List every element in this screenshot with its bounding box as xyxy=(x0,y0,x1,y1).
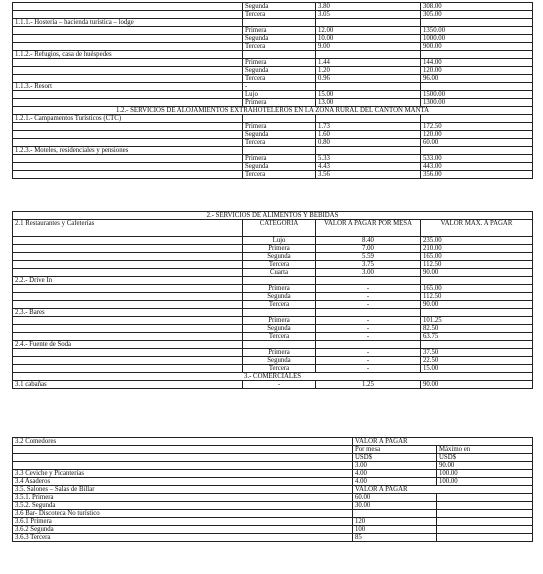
row-label xyxy=(13,349,243,357)
table-row xyxy=(13,381,533,389)
row-label: 3.6 Bar- Discoteca No turístico xyxy=(13,510,353,518)
row-label xyxy=(13,35,243,43)
category-cell: Primera xyxy=(243,285,316,293)
value-max xyxy=(437,502,533,510)
max-value-cell: 172.50 xyxy=(421,123,533,131)
max-value-cell: 90.00 xyxy=(421,301,533,309)
category-cell: Tercera xyxy=(243,75,316,83)
table-row xyxy=(13,131,533,139)
value-max: 100.00 xyxy=(437,470,533,478)
row-label xyxy=(13,75,243,83)
empty-cell xyxy=(421,51,533,59)
header-value: VALOR A PAGAR xyxy=(353,486,533,494)
empty-cell xyxy=(421,277,533,285)
category-cell: Primera xyxy=(243,59,316,67)
value-max xyxy=(437,494,533,502)
max-value-cell: 235.00 xyxy=(421,237,533,245)
value-cell: - xyxy=(316,325,421,333)
value-max xyxy=(437,510,533,518)
row-label xyxy=(13,139,243,147)
table-row xyxy=(13,502,533,510)
row-label xyxy=(13,301,243,309)
table-row xyxy=(13,253,533,261)
unit-per-table: USD$ xyxy=(353,454,437,462)
value-per-table: 30.00 xyxy=(353,502,437,510)
row-label xyxy=(13,91,243,99)
max-value-cell: 308.00 xyxy=(421,3,533,11)
value-cell: 5.59 xyxy=(316,253,421,261)
row-label: 3.5. Salones – Salas de Billar xyxy=(13,486,353,494)
category-cell xyxy=(243,147,316,155)
category-cell: Segunda xyxy=(243,253,316,261)
value-cell: - xyxy=(316,317,421,325)
value-max: 100.00 xyxy=(437,478,533,486)
table-row xyxy=(13,35,533,43)
table-row xyxy=(13,317,533,325)
table-row xyxy=(13,163,533,171)
section-label: 1.2.3.- Moteles, residenciales y pensiones xyxy=(13,147,243,155)
value-cell: - xyxy=(316,293,421,301)
row-label xyxy=(13,3,243,11)
value-cell: 0.80 xyxy=(316,139,421,147)
max-value-cell: 900.00 xyxy=(421,43,533,51)
table-row xyxy=(13,171,533,179)
table-title: 2.- SERVICIOS DE ALIMENTOS Y BEBIDAS xyxy=(13,212,533,220)
max-value-cell: 356.00 xyxy=(421,171,533,179)
row-label: 3.4 Asaderos xyxy=(13,478,353,486)
row-label xyxy=(13,285,243,293)
row-label: 3.5.2. Segunda xyxy=(13,502,353,510)
category-cell: - xyxy=(243,381,316,389)
value-cell: 1.25 xyxy=(316,381,421,389)
header-section: 3.2 Comedores xyxy=(13,438,353,446)
row-label xyxy=(13,131,243,139)
category-cell: Segunda xyxy=(243,67,316,75)
category-cell: Primera xyxy=(243,123,316,131)
row-label xyxy=(13,67,243,75)
empty-cell xyxy=(316,51,421,59)
empty-cell xyxy=(316,277,421,285)
max-value-cell: 96.00 xyxy=(421,75,533,83)
table-row xyxy=(13,301,533,309)
value-cell: 1.60 xyxy=(316,131,421,139)
header-value: VALOR A PAGAR xyxy=(353,438,533,446)
category-cell: Tercera xyxy=(243,139,316,147)
section-row xyxy=(13,51,533,59)
category-cell: Segunda xyxy=(243,163,316,171)
table-row xyxy=(13,526,533,534)
section-label: 1.1.1.- Hostería – hacienda turística – lodge xyxy=(13,19,243,27)
table-row xyxy=(13,11,533,19)
value-cell: 10.00 xyxy=(316,35,421,43)
row-label xyxy=(13,261,243,269)
value-cell: 8.40 xyxy=(316,237,421,245)
category-cell: Primera xyxy=(243,349,316,357)
value-cell: - xyxy=(316,349,421,357)
value-per-table: 3.00 xyxy=(353,462,437,470)
section-row xyxy=(13,309,533,317)
category-cell: Primera xyxy=(243,99,316,107)
table-row xyxy=(13,75,533,83)
table-row xyxy=(13,123,533,131)
category-cell xyxy=(243,277,316,285)
section-title: 1.2.- SERVICIOS DE ALOJAMIENTOS EXTRAHOTELEROS EN LA ZONA RURAL DEL CANTÓN MANTA xyxy=(13,107,533,115)
category-cell: Primera xyxy=(243,155,316,163)
value-cell: 1.73 xyxy=(316,123,421,131)
category-cell: Tercera xyxy=(243,261,316,269)
max-value-cell: 305.00 xyxy=(421,11,533,19)
table-row xyxy=(13,3,533,11)
max-value-cell: 1300.00 xyxy=(421,99,533,107)
max-value-cell: 90.00 xyxy=(421,381,533,389)
category-cell: Segunda xyxy=(243,325,316,333)
value-cell: 3.00 xyxy=(316,269,421,277)
category-cell: Tercera xyxy=(243,43,316,51)
row-label xyxy=(13,253,243,261)
max-value-cell: 210.00 xyxy=(421,245,533,253)
max-value-cell: 15.00 xyxy=(421,365,533,373)
section-row xyxy=(13,277,533,285)
section-label: 1.1.2.- Refugios, casa de huéspedes xyxy=(13,51,243,59)
max-value-cell: 120.00 xyxy=(421,67,533,75)
table-row xyxy=(13,293,533,301)
empty-cell xyxy=(316,341,421,349)
empty-cell xyxy=(316,309,421,317)
empty-cell xyxy=(316,83,421,91)
category-cell: Segunda xyxy=(243,35,316,43)
empty-cell xyxy=(421,115,533,123)
table-row xyxy=(13,285,533,293)
category-cell xyxy=(243,309,316,317)
value-cell: - xyxy=(316,333,421,341)
value-cell: 9.00 xyxy=(316,43,421,51)
section-row xyxy=(13,107,533,115)
empty-cell xyxy=(421,19,533,27)
row-label: 3.1 cabañas xyxy=(13,381,243,389)
header-category: CATEGORÍA xyxy=(243,220,316,237)
value-per-table: 120 xyxy=(353,518,437,526)
value-cell: 0.96 xyxy=(316,75,421,83)
category-cell: Segunda xyxy=(243,293,316,301)
category-cell xyxy=(243,115,316,123)
table-row xyxy=(13,534,533,542)
section-label: 1.1.3.- Resort xyxy=(13,83,243,91)
value-cell: - xyxy=(316,301,421,309)
table-row xyxy=(13,510,533,518)
row-label: 3.6.3 Tercera xyxy=(13,534,353,542)
value-cell: 3.75 xyxy=(316,261,421,269)
value-per-table: 60.00 xyxy=(353,494,437,502)
lodging-rates-table xyxy=(12,2,533,179)
max-value-cell: 112.50 xyxy=(421,261,533,269)
commercial-rates-table xyxy=(12,437,533,542)
row-label xyxy=(13,11,243,19)
row-label: 3.6.2 Segunda xyxy=(13,526,353,534)
value-per-table: 4.00 xyxy=(353,470,437,478)
section-row xyxy=(13,341,533,349)
max-value-cell: 120.00 xyxy=(421,131,533,139)
max-value-cell: 63.75 xyxy=(421,333,533,341)
row-label: 3.6.1 Primera xyxy=(13,518,353,526)
empty-cell xyxy=(421,309,533,317)
table-row xyxy=(13,462,533,470)
category-cell: Tercera xyxy=(243,365,316,373)
row-label xyxy=(13,27,243,35)
value-max xyxy=(437,526,533,534)
value-max xyxy=(437,518,533,526)
max-value-cell: 1500.00 xyxy=(421,91,533,99)
row-label xyxy=(13,171,243,179)
value-cell: 1.44 xyxy=(316,59,421,67)
section-row xyxy=(13,115,533,123)
section-label: 2.4.- Fuente de Soda xyxy=(13,341,243,349)
table-row xyxy=(13,269,533,277)
table-header-row xyxy=(13,438,533,446)
table-row xyxy=(13,91,533,99)
max-value-cell: 144.00 xyxy=(421,59,533,67)
value-cell: 13.00 xyxy=(316,99,421,107)
value-cell: 3.80 xyxy=(316,3,421,11)
max-value-cell: 443.00 xyxy=(421,163,533,171)
category-cell: Segunda xyxy=(243,3,316,11)
value-per-table xyxy=(353,510,437,518)
table-row xyxy=(13,99,533,107)
row-label xyxy=(13,155,243,163)
max-value-cell: 165.00 xyxy=(421,285,533,293)
table-row xyxy=(13,139,533,147)
table-row xyxy=(13,478,533,486)
value-cell: 3.05 xyxy=(316,11,421,19)
category-cell: Primera xyxy=(243,317,316,325)
row-label xyxy=(13,325,243,333)
max-value-cell: 82.50 xyxy=(421,325,533,333)
value-cell: 5.33 xyxy=(316,155,421,163)
row-label xyxy=(13,357,243,365)
empty-cell xyxy=(316,147,421,155)
section-row xyxy=(13,147,533,155)
value-cell: - xyxy=(316,357,421,365)
category-cell xyxy=(243,51,316,59)
category-cell: Cuarta xyxy=(243,269,316,277)
max-value-cell: 1000.00 xyxy=(421,35,533,43)
row-label xyxy=(13,365,243,373)
category-cell: Tercera xyxy=(243,333,316,341)
value-cell: 7.00 xyxy=(316,245,421,253)
table-row xyxy=(13,43,533,51)
row-label xyxy=(13,99,243,107)
section-label: 2.3.- Bares xyxy=(13,309,243,317)
table-row xyxy=(13,59,533,67)
max-value-cell: 165.00 xyxy=(421,253,533,261)
table-row xyxy=(13,67,533,75)
category-cell: Tercera xyxy=(243,11,316,19)
empty-cell xyxy=(421,83,533,91)
unit-max: USD$ xyxy=(437,454,533,462)
header-section: 2.1 Restaurantes y Cafeterías xyxy=(13,220,243,237)
category-cell: Primera xyxy=(243,245,316,253)
max-value-cell: 90.00 xyxy=(421,269,533,277)
section-row xyxy=(13,19,533,27)
table-row xyxy=(13,470,533,478)
empty-cell xyxy=(13,446,353,454)
value-cell: - xyxy=(316,365,421,373)
row-label xyxy=(13,163,243,171)
max-value-cell: 22.50 xyxy=(421,357,533,365)
max-value-cell: 60.00 xyxy=(421,139,533,147)
table-row xyxy=(13,245,533,253)
table-row xyxy=(13,494,533,502)
table-row xyxy=(13,261,533,269)
row-label xyxy=(13,43,243,51)
value-cell: - xyxy=(316,285,421,293)
table-units-row xyxy=(13,454,533,462)
category-cell: Lujo xyxy=(243,237,316,245)
max-value-cell: 101.25 xyxy=(421,317,533,325)
empty-cell xyxy=(421,147,533,155)
subheader-per-table: Por mesa xyxy=(353,446,437,454)
header-max-value: VALOR MAX. A PAGAR xyxy=(421,220,533,237)
row-label: 3.3 Ceviche y Picanterías xyxy=(13,470,353,478)
table-row xyxy=(13,349,533,357)
row-label xyxy=(13,123,243,131)
max-value-cell: 112.50 xyxy=(421,293,533,301)
table-row xyxy=(13,357,533,365)
section-row xyxy=(13,373,533,381)
value-cell: 12.00 xyxy=(316,27,421,35)
row-label: 3.5.1. Primera xyxy=(13,494,353,502)
table-row xyxy=(13,486,533,494)
value-max: 90.00 xyxy=(437,462,533,470)
table-row xyxy=(13,333,533,341)
row-label xyxy=(13,293,243,301)
row-label xyxy=(13,269,243,277)
table-row xyxy=(13,237,533,245)
value-per-table: 100 xyxy=(353,526,437,534)
empty-cell xyxy=(13,454,353,462)
category-cell: Segunda xyxy=(243,357,316,365)
category-cell xyxy=(243,19,316,27)
table-row xyxy=(13,518,533,526)
category-cell: Segunda xyxy=(243,131,316,139)
section-title: 3.- COMERCIALES xyxy=(13,373,533,381)
category-cell xyxy=(243,341,316,349)
section-row xyxy=(13,83,533,91)
subheader-max: Máximo en xyxy=(437,446,533,454)
table-row xyxy=(13,27,533,35)
max-value-cell: 37.50 xyxy=(421,349,533,357)
table-row xyxy=(13,325,533,333)
category-cell: Lujo xyxy=(243,91,316,99)
empty-cell xyxy=(421,341,533,349)
value-cell: 3.56 xyxy=(316,171,421,179)
section-label: 1.2.1.- Campamentos Turísticos (CTC) xyxy=(13,115,243,123)
table-title-row xyxy=(13,212,533,220)
row-label xyxy=(13,333,243,341)
row-label xyxy=(13,245,243,253)
empty-cell xyxy=(316,115,421,123)
row-label xyxy=(13,237,243,245)
category-cell: - xyxy=(243,83,316,91)
category-cell: Tercera xyxy=(243,171,316,179)
table-subheader-row xyxy=(13,446,533,454)
food-beverage-rates-table xyxy=(12,211,533,389)
empty-cell xyxy=(13,462,353,470)
max-value-cell: 533.00 xyxy=(421,155,533,163)
max-value-cell: 1350.00 xyxy=(421,27,533,35)
value-per-table: 4.00 xyxy=(353,478,437,486)
row-label xyxy=(13,317,243,325)
value-per-table: 85 xyxy=(353,534,437,542)
table-row xyxy=(13,155,533,163)
value-cell: 1.20 xyxy=(316,67,421,75)
table-header-row xyxy=(13,220,533,237)
value-max xyxy=(437,534,533,542)
empty-cell xyxy=(316,19,421,27)
table-row xyxy=(13,365,533,373)
category-cell: Primera xyxy=(243,27,316,35)
value-cell: 15.00 xyxy=(316,91,421,99)
value-cell: 4.43 xyxy=(316,163,421,171)
section-label: 2.2.- Drive In xyxy=(13,277,243,285)
header-value-per-table: VALOR A PAGAR POR MESA xyxy=(316,220,421,237)
category-cell: Tercera xyxy=(243,301,316,309)
row-label xyxy=(13,59,243,67)
